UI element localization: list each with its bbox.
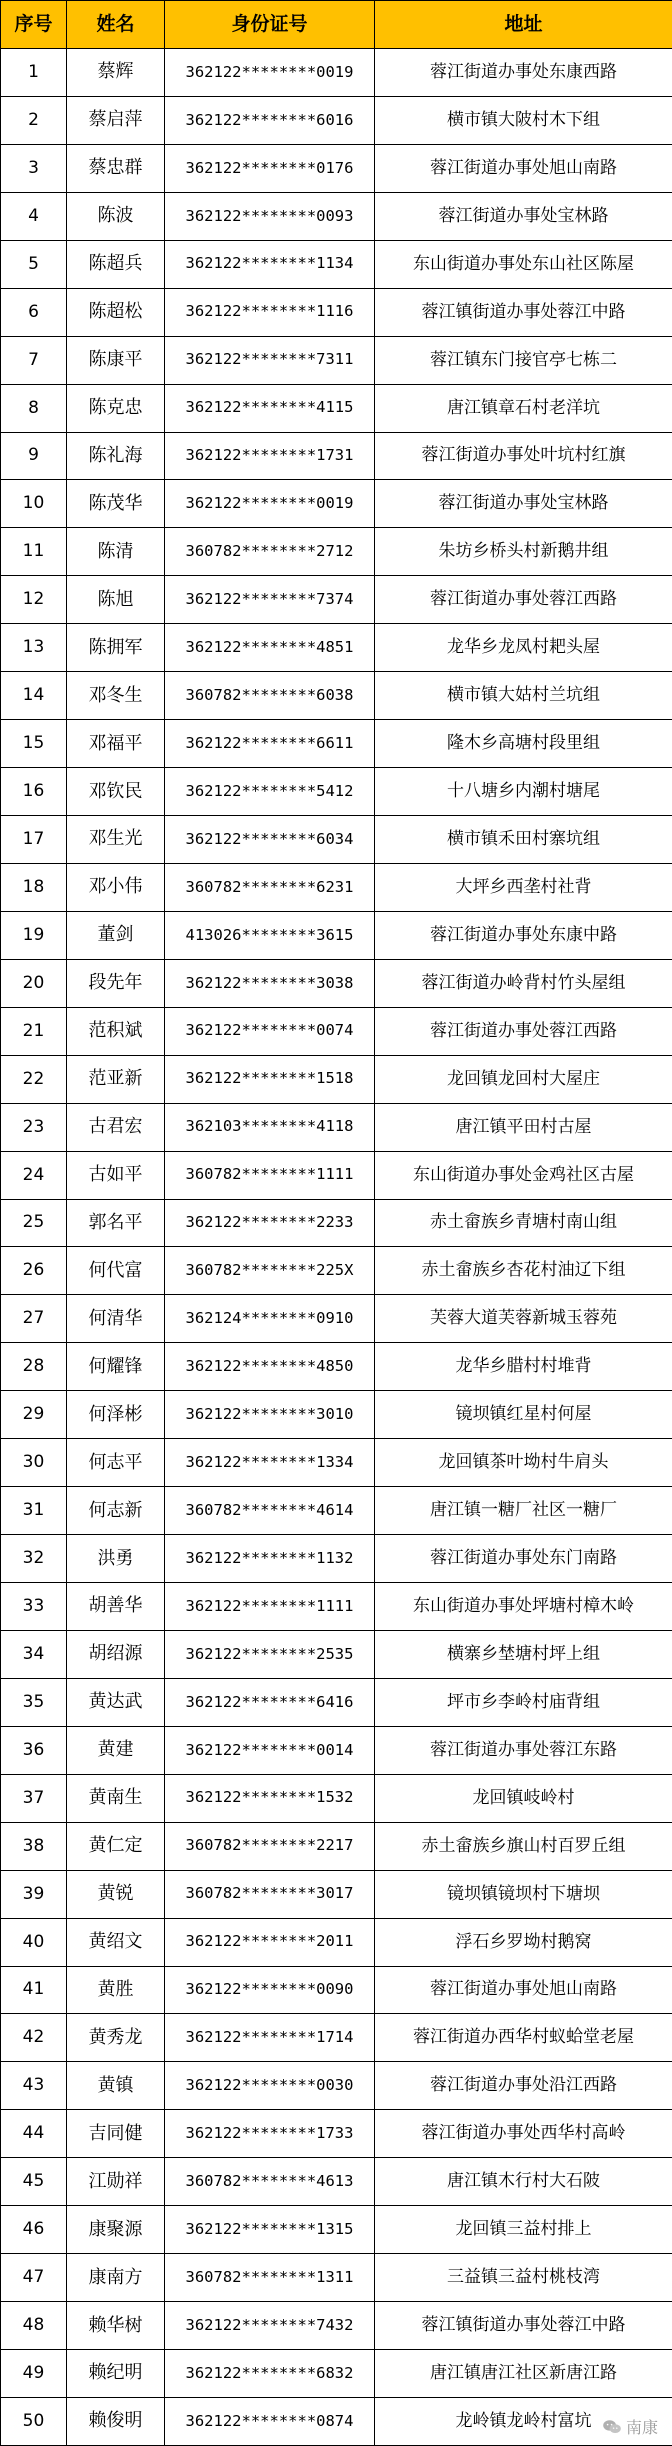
row-id-number-cell: 360782********6038 xyxy=(165,672,375,720)
row-address-cell: 蓉江街道办事处叶坑村红旗 xyxy=(375,432,672,480)
row-name-cell: 何清华 xyxy=(67,1295,165,1343)
row-address-cell: 赤土畲族乡杏花村油辽下组 xyxy=(375,1247,672,1295)
row-index-cell: 37 xyxy=(1,1774,67,1822)
row-name-cell: 江勋祥 xyxy=(67,2158,165,2206)
table-row xyxy=(1,192,672,240)
table-header xyxy=(1,1,672,49)
table-row xyxy=(1,1822,672,1870)
table-row xyxy=(1,1583,672,1631)
table-row xyxy=(1,1103,672,1151)
row-index-cell: 38 xyxy=(1,1822,67,1870)
row-index-cell: 45 xyxy=(1,2158,67,2206)
row-name-cell: 康聚源 xyxy=(67,2206,165,2254)
row-id-number-cell: 362122********2011 xyxy=(165,1918,375,1966)
row-index-cell: 26 xyxy=(1,1247,67,1295)
row-name-cell: 邓小伟 xyxy=(67,863,165,911)
row-index-cell: 9 xyxy=(1,432,67,480)
row-address-cell: 唐江镇一糖厂社区一糖厂 xyxy=(375,1487,672,1535)
row-id-number-cell: 362122********3038 xyxy=(165,959,375,1007)
row-index-cell: 46 xyxy=(1,2206,67,2254)
row-address-cell: 赤土畲族乡青塘村南山组 xyxy=(375,1199,672,1247)
row-address-cell: 唐江镇唐江社区新唐江路 xyxy=(375,2350,672,2398)
row-id-number-cell: 362122********0014 xyxy=(165,1726,375,1774)
table-row xyxy=(1,863,672,911)
row-id-number-cell: 362122********1315 xyxy=(165,2206,375,2254)
table-row xyxy=(1,1535,672,1583)
row-id-number-cell: 413026********3615 xyxy=(165,911,375,959)
row-id-number-cell: 360782********3017 xyxy=(165,1870,375,1918)
row-id-number-cell: 362103********4118 xyxy=(165,1103,375,1151)
row-name-cell: 邓冬生 xyxy=(67,672,165,720)
row-name-cell: 何代富 xyxy=(67,1247,165,1295)
row-id-number-cell: 362122********0093 xyxy=(165,192,375,240)
table-row xyxy=(1,624,672,672)
row-index-cell: 35 xyxy=(1,1678,67,1726)
header-id-number: 身份证号 xyxy=(165,1,375,49)
row-id-number-cell: 362122********0074 xyxy=(165,1007,375,1055)
table-row xyxy=(1,1199,672,1247)
table-row xyxy=(1,1774,672,1822)
row-name-cell: 陈礼海 xyxy=(67,432,165,480)
row-name-cell: 范亚新 xyxy=(67,1055,165,1103)
table-row xyxy=(1,288,672,336)
row-name-cell: 黄胜 xyxy=(67,1966,165,2014)
row-index-cell: 27 xyxy=(1,1295,67,1343)
table-row xyxy=(1,1487,672,1535)
table-row xyxy=(1,816,672,864)
row-address-cell: 蓉江镇东门接官亭七栋二 xyxy=(375,336,672,384)
watermark-text: 南康 xyxy=(625,2418,658,2437)
row-index-cell: 2 xyxy=(1,96,67,144)
row-name-cell: 赖华树 xyxy=(67,2302,165,2350)
row-id-number-cell: 362122********1132 xyxy=(165,1535,375,1583)
row-name-cell: 陈茂华 xyxy=(67,480,165,528)
table-row xyxy=(1,1151,672,1199)
table-row xyxy=(1,1630,672,1678)
table-row xyxy=(1,2062,672,2110)
row-id-number-cell: 362124********0910 xyxy=(165,1295,375,1343)
row-address-cell: 蓉江街道办事处宝林路 xyxy=(375,192,672,240)
row-address-cell: 蓉江街道办事处宝林路 xyxy=(375,480,672,528)
row-id-number-cell: 360782********225X xyxy=(165,1247,375,1295)
row-name-cell: 黄秀龙 xyxy=(67,2014,165,2062)
row-address-cell: 龙回镇茶叶坳村牛肩头 xyxy=(375,1439,672,1487)
table-row xyxy=(1,1966,672,2014)
row-address-cell: 蓉江街道办事处东康西路 xyxy=(375,49,672,97)
row-index-cell: 12 xyxy=(1,576,67,624)
row-name-cell: 范积斌 xyxy=(67,1007,165,1055)
row-name-cell: 黄锐 xyxy=(67,1870,165,1918)
row-address-cell: 隆木乡高塘村段里组 xyxy=(375,720,672,768)
row-id-number-cell: 362122********7374 xyxy=(165,576,375,624)
row-name-cell: 吉同健 xyxy=(67,2110,165,2158)
table-row xyxy=(1,1391,672,1439)
table-row xyxy=(1,1247,672,1295)
row-name-cell: 陈超兵 xyxy=(67,240,165,288)
table-row xyxy=(1,1726,672,1774)
table-row xyxy=(1,2254,672,2302)
row-id-number-cell: 360782********1111 xyxy=(165,1151,375,1199)
row-index-cell: 24 xyxy=(1,1151,67,1199)
table-body xyxy=(1,49,672,2446)
row-index-cell: 17 xyxy=(1,816,67,864)
table-row xyxy=(1,2302,672,2350)
row-id-number-cell: 362122********6034 xyxy=(165,816,375,864)
row-index-cell: 43 xyxy=(1,2062,67,2110)
row-id-number-cell: 362122********4850 xyxy=(165,1343,375,1391)
row-index-cell: 21 xyxy=(1,1007,67,1055)
row-index-cell: 1 xyxy=(1,49,67,97)
row-address-cell: 横市镇大陂村木下组 xyxy=(375,96,672,144)
table-row xyxy=(1,2397,672,2445)
row-name-cell: 何志平 xyxy=(67,1439,165,1487)
table-row xyxy=(1,720,672,768)
row-id-number-cell: 362122********7432 xyxy=(165,2302,375,2350)
row-name-cell: 段先年 xyxy=(67,959,165,1007)
row-name-cell: 陈康平 xyxy=(67,336,165,384)
row-id-number-cell: 362122********0090 xyxy=(165,1966,375,2014)
table-row xyxy=(1,1918,672,1966)
row-name-cell: 蔡辉 xyxy=(67,49,165,97)
row-address-cell: 东山街道办事处东山社区陈屋 xyxy=(375,240,672,288)
row-index-cell: 49 xyxy=(1,2350,67,2398)
row-index-cell: 48 xyxy=(1,2302,67,2350)
row-id-number-cell: 362122********0874 xyxy=(165,2397,375,2445)
row-name-cell: 黄建 xyxy=(67,1726,165,1774)
row-address-cell: 蓉江街道办事处蓉江西路 xyxy=(375,576,672,624)
row-address-cell: 唐江镇平田村古屋 xyxy=(375,1103,672,1151)
row-id-number-cell: 362122********2535 xyxy=(165,1630,375,1678)
row-name-cell: 古如平 xyxy=(67,1151,165,1199)
table-row xyxy=(1,144,672,192)
row-index-cell: 50 xyxy=(1,2397,67,2445)
row-name-cell: 黄达武 xyxy=(67,1678,165,1726)
row-address-cell: 龙回镇三益村排上 xyxy=(375,2206,672,2254)
table-row xyxy=(1,672,672,720)
row-index-cell: 4 xyxy=(1,192,67,240)
table-row xyxy=(1,2206,672,2254)
table-row xyxy=(1,336,672,384)
row-address-cell: 蓉江街道办西华村蚁蛤堂老屋 xyxy=(375,2014,672,2062)
row-address-cell: 龙回镇龙回村大屋庄 xyxy=(375,1055,672,1103)
header-index: 序号 xyxy=(1,1,67,49)
row-name-cell: 胡绍源 xyxy=(67,1630,165,1678)
row-id-number-cell: 362122********1111 xyxy=(165,1583,375,1631)
row-id-number-cell: 362122********7311 xyxy=(165,336,375,384)
table-row xyxy=(1,1439,672,1487)
row-index-cell: 41 xyxy=(1,1966,67,2014)
row-id-number-cell: 362122********6016 xyxy=(165,96,375,144)
row-index-cell: 31 xyxy=(1,1487,67,1535)
row-address-cell: 横市镇禾田村寨坑组 xyxy=(375,816,672,864)
row-id-number-cell: 362122********2233 xyxy=(165,1199,375,1247)
row-name-cell: 黄绍文 xyxy=(67,1918,165,1966)
table-row xyxy=(1,1343,672,1391)
table-row xyxy=(1,911,672,959)
row-name-cell: 陈拥军 xyxy=(67,624,165,672)
row-id-number-cell: 362122********3010 xyxy=(165,1391,375,1439)
row-name-cell: 董剑 xyxy=(67,911,165,959)
row-name-cell: 胡善华 xyxy=(67,1583,165,1631)
row-name-cell: 陈清 xyxy=(67,528,165,576)
row-address-cell: 蓉江街道办岭背村竹头屋组 xyxy=(375,959,672,1007)
row-id-number-cell: 362122********0019 xyxy=(165,49,375,97)
table-row xyxy=(1,1870,672,1918)
table-row xyxy=(1,959,672,1007)
row-address-cell: 大坪乡西垄村社背 xyxy=(375,863,672,911)
table-row xyxy=(1,576,672,624)
table-row xyxy=(1,49,672,97)
table-row xyxy=(1,768,672,816)
row-id-number-cell: 362122********1116 xyxy=(165,288,375,336)
row-name-cell: 陈超松 xyxy=(67,288,165,336)
row-index-cell: 44 xyxy=(1,2110,67,2158)
row-id-number-cell: 360782********4614 xyxy=(165,1487,375,1535)
row-address-cell: 蓉江街道办事处东门南路 xyxy=(375,1535,672,1583)
row-address-cell: 镜坝镇镜坝村下塘坝 xyxy=(375,1870,672,1918)
row-index-cell: 14 xyxy=(1,672,67,720)
row-index-cell: 3 xyxy=(1,144,67,192)
row-address-cell: 龙华乡龙凤村耙头屋 xyxy=(375,624,672,672)
row-address-cell: 蓉江镇街道办事处蓉江中路 xyxy=(375,288,672,336)
row-index-cell: 20 xyxy=(1,959,67,1007)
row-index-cell: 7 xyxy=(1,336,67,384)
row-address-cell: 蓉江街道办事处西华村高岭 xyxy=(375,2110,672,2158)
row-id-number-cell: 360782********4613 xyxy=(165,2158,375,2206)
watermark xyxy=(596,2413,664,2440)
row-address-cell: 唐江镇木行村大石陂 xyxy=(375,2158,672,2206)
table-row xyxy=(1,2110,672,2158)
row-address-cell: 坪市乡李岭村庙背组 xyxy=(375,1678,672,1726)
row-id-number-cell: 362122********1532 xyxy=(165,1774,375,1822)
row-address-cell: 蓉江街道办事处旭山南路 xyxy=(375,1966,672,2014)
row-name-cell: 蔡启萍 xyxy=(67,96,165,144)
row-address-cell: 浮石乡罗坳村鹅窝 xyxy=(375,1918,672,1966)
row-index-cell: 25 xyxy=(1,1199,67,1247)
row-index-cell: 47 xyxy=(1,2254,67,2302)
row-name-cell: 陈波 xyxy=(67,192,165,240)
row-name-cell: 邓福平 xyxy=(67,720,165,768)
row-name-cell: 郭名平 xyxy=(67,1199,165,1247)
row-name-cell: 康南方 xyxy=(67,2254,165,2302)
row-index-cell: 10 xyxy=(1,480,67,528)
header-name: 姓名 xyxy=(67,1,165,49)
row-address-cell: 龙华乡腊村村堆背 xyxy=(375,1343,672,1391)
row-index-cell: 16 xyxy=(1,768,67,816)
row-address-cell: 唐江镇章石村老洋坑 xyxy=(375,384,672,432)
row-address-cell: 横市镇大姑村兰坑组 xyxy=(375,672,672,720)
row-index-cell: 6 xyxy=(1,288,67,336)
row-address-cell: 三益镇三益村桃枝湾 xyxy=(375,2254,672,2302)
row-index-cell: 40 xyxy=(1,1918,67,1966)
row-index-cell: 15 xyxy=(1,720,67,768)
row-address-cell: 蓉江街道办事处旭山南路 xyxy=(375,144,672,192)
row-index-cell: 42 xyxy=(1,2014,67,2062)
row-id-number-cell: 362122********6611 xyxy=(165,720,375,768)
row-id-number-cell: 362122********1134 xyxy=(165,240,375,288)
row-address-cell: 蓉江街道办事处东康中路 xyxy=(375,911,672,959)
table-row xyxy=(1,384,672,432)
row-id-number-cell: 362122********1518 xyxy=(165,1055,375,1103)
row-address-cell: 镜坝镇红星村何屋 xyxy=(375,1391,672,1439)
row-id-number-cell: 362122********0019 xyxy=(165,480,375,528)
row-id-number-cell: 362122********1731 xyxy=(165,432,375,480)
row-name-cell: 黄南生 xyxy=(67,1774,165,1822)
table-row xyxy=(1,1007,672,1055)
row-index-cell: 32 xyxy=(1,1535,67,1583)
row-name-cell: 何耀锋 xyxy=(67,1343,165,1391)
row-id-number-cell: 360782********1311 xyxy=(165,2254,375,2302)
row-address-cell: 蓉江街道办事处沿江西路 xyxy=(375,2062,672,2110)
row-index-cell: 34 xyxy=(1,1630,67,1678)
row-index-cell: 36 xyxy=(1,1726,67,1774)
row-address-cell: 龙回镇岐岭村 xyxy=(375,1774,672,1822)
row-name-cell: 邓生光 xyxy=(67,816,165,864)
table-row xyxy=(1,1295,672,1343)
table-row xyxy=(1,432,672,480)
row-name-cell: 何志新 xyxy=(67,1487,165,1535)
row-name-cell: 赖俊明 xyxy=(67,2397,165,2445)
wechat-icon xyxy=(602,2419,622,2435)
row-id-number-cell: 362122********0176 xyxy=(165,144,375,192)
row-id-number-cell: 362122********1714 xyxy=(165,2014,375,2062)
row-id-number-cell: 360782********2217 xyxy=(165,1822,375,1870)
row-name-cell: 陈旭 xyxy=(67,576,165,624)
row-id-number-cell: 362122********1334 xyxy=(165,1439,375,1487)
row-name-cell: 黄仁定 xyxy=(67,1822,165,1870)
table-row xyxy=(1,1678,672,1726)
row-id-number-cell: 362122********4851 xyxy=(165,624,375,672)
row-address-cell: 赤土畲族乡旗山村百罗丘组 xyxy=(375,1822,672,1870)
row-name-cell: 赖纪明 xyxy=(67,2350,165,2398)
row-name-cell: 何泽彬 xyxy=(67,1391,165,1439)
row-id-number-cell: 362122********1733 xyxy=(165,2110,375,2158)
row-index-cell: 30 xyxy=(1,1439,67,1487)
row-id-number-cell: 362122********0030 xyxy=(165,2062,375,2110)
row-name-cell: 洪勇 xyxy=(67,1535,165,1583)
row-address-cell: 东山街道办事处坪塘村樟木岭 xyxy=(375,1583,672,1631)
row-index-cell: 5 xyxy=(1,240,67,288)
row-id-number-cell: 362122********5412 xyxy=(165,768,375,816)
table-row xyxy=(1,96,672,144)
row-name-cell: 陈克忠 xyxy=(67,384,165,432)
row-id-number-cell: 362122********4115 xyxy=(165,384,375,432)
row-index-cell: 18 xyxy=(1,863,67,911)
row-address-cell: 芙蓉大道芙蓉新城玉蓉苑 xyxy=(375,1295,672,1343)
row-address-cell: 朱坊乡桥头村新鹅井组 xyxy=(375,528,672,576)
row-id-number-cell: 360782********2712 xyxy=(165,528,375,576)
header-row xyxy=(1,1,672,49)
row-address-cell: 蓉江镇街道办事处蓉江中路 xyxy=(375,2302,672,2350)
row-address-cell: 蓉江街道办事处蓉江西路 xyxy=(375,1007,672,1055)
row-index-cell: 8 xyxy=(1,384,67,432)
row-address-cell: 横寨乡埜塘村坪上组 xyxy=(375,1630,672,1678)
row-name-cell: 蔡忠群 xyxy=(67,144,165,192)
header-address: 地址 xyxy=(375,1,672,49)
row-name-cell: 古君宏 xyxy=(67,1103,165,1151)
row-index-cell: 13 xyxy=(1,624,67,672)
row-index-cell: 39 xyxy=(1,1870,67,1918)
row-address-cell: 东山街道办事处金鸡社区古屋 xyxy=(375,1151,672,1199)
row-address-cell: 十八塘乡内潮村塘尾 xyxy=(375,768,672,816)
row-id-number-cell: 362122********6832 xyxy=(165,2350,375,2398)
table-row xyxy=(1,2014,672,2062)
row-index-cell: 19 xyxy=(1,911,67,959)
row-index-cell: 11 xyxy=(1,528,67,576)
row-index-cell: 29 xyxy=(1,1391,67,1439)
row-index-cell: 28 xyxy=(1,1343,67,1391)
row-index-cell: 33 xyxy=(1,1583,67,1631)
row-address-cell: 龙岭镇龙岭村富坑 xyxy=(375,2397,672,2445)
row-name-cell: 黄镇 xyxy=(67,2062,165,2110)
table-row xyxy=(1,528,672,576)
table-row xyxy=(1,2350,672,2398)
row-index-cell: 22 xyxy=(1,1055,67,1103)
row-index-cell: 23 xyxy=(1,1103,67,1151)
row-id-number-cell: 362122********6416 xyxy=(165,1678,375,1726)
row-address-cell: 蓉江街道办事处蓉江东路 xyxy=(375,1726,672,1774)
table-row xyxy=(1,240,672,288)
table-row xyxy=(1,2158,672,2206)
row-name-cell: 邓钦民 xyxy=(67,768,165,816)
table-row xyxy=(1,480,672,528)
row-id-number-cell: 360782********6231 xyxy=(165,863,375,911)
table-row xyxy=(1,1055,672,1103)
